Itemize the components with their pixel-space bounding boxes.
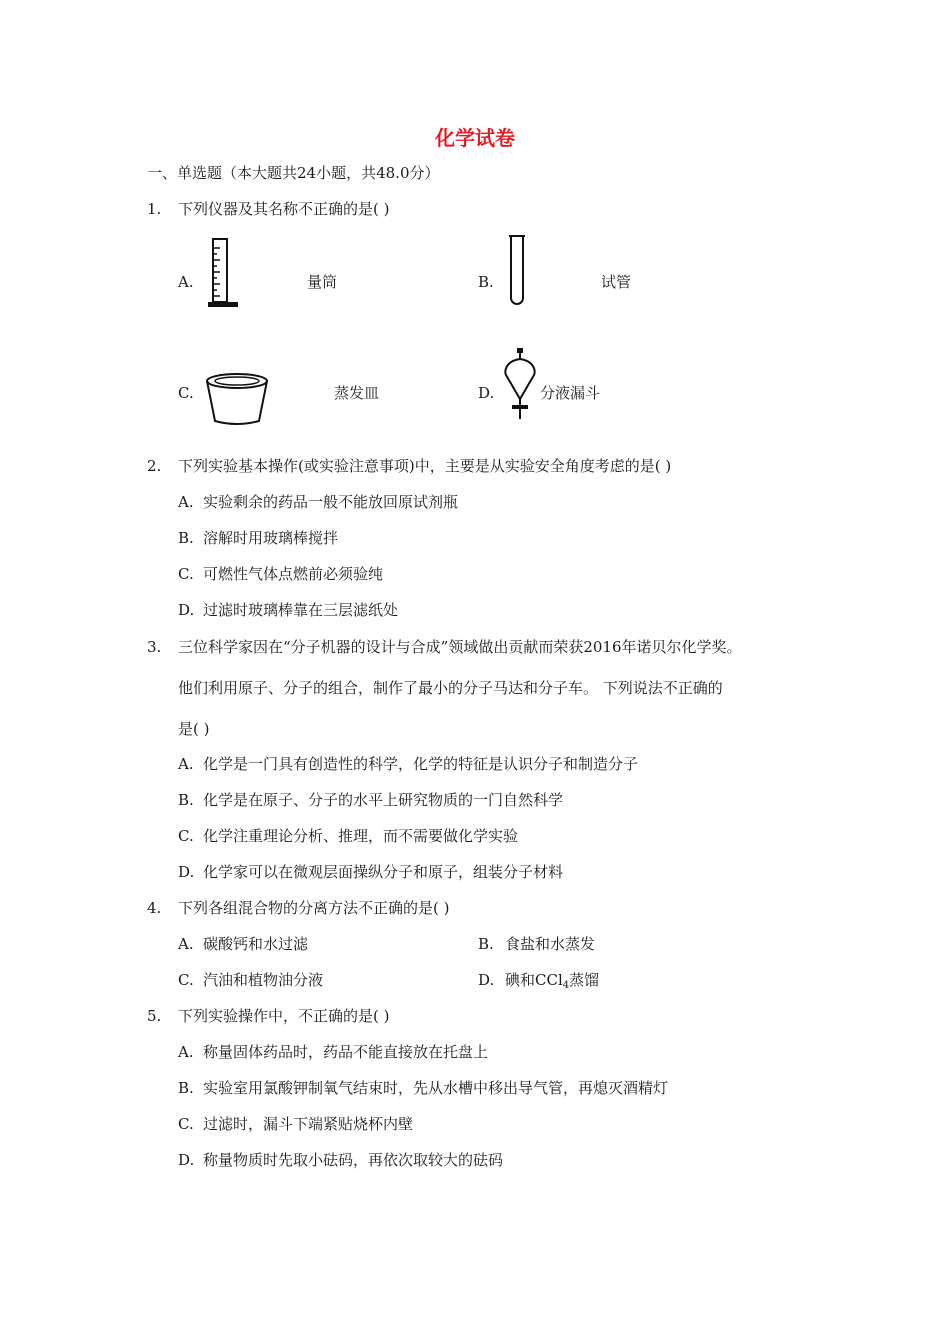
q5-option-a-text: 称量固体药品时，药品不能直接放在托盘上 — [203, 1043, 489, 1061]
q3-option-d-text: 化学家可以在微观层面操纵分子和原子，组装分子材料 — [203, 863, 564, 881]
question-3-text-line3: 是( ) — [178, 720, 210, 738]
question-2-text: 下列实验基本操作(或实验注意事项)中，主要是从实验安全角度考虑的是( ) — [178, 457, 672, 475]
q5-option-b-letter: B. — [178, 1079, 194, 1097]
q1-option-c-label: 蒸发皿 — [334, 384, 380, 402]
q1-option-b-letter: B. — [478, 273, 494, 291]
q2-option-b-letter: B. — [178, 529, 194, 547]
q4-option-a-text: 碳酸钙和水过滤 — [203, 935, 309, 953]
q1-option-d-label: 分液漏斗 — [540, 384, 601, 402]
q1-option-b-label: 试管 — [601, 273, 632, 291]
q3-option-c-letter: C. — [178, 827, 194, 845]
question-3-text-line1: 三位科学家因在“分子机器的设计与合成”领域做出贡献而荣获2016年诺贝尔化学奖。 — [178, 638, 742, 656]
q4-option-b-letter: B. — [478, 935, 494, 953]
q2-option-a-letter: A. — [178, 493, 194, 511]
q3-option-c-text: 化学注重理论分析、推理，而不需要做化学实验 — [203, 827, 519, 845]
q2-option-c-letter: C. — [178, 565, 194, 583]
q3-option-b-letter: B. — [178, 791, 194, 809]
q4-option-a-letter: A. — [178, 935, 194, 953]
question-3-number: 3. — [147, 638, 162, 656]
q5-option-c-letter: C. — [178, 1115, 194, 1133]
question-5-number: 5. — [147, 1007, 162, 1025]
q2-option-d-letter: D. — [178, 601, 195, 619]
q2-option-a-text: 实验剩余的药品一般不能放回原试剂瓶 — [203, 493, 459, 511]
q3-option-b-text: 化学是在原子、分子的水平上研究物质的一门自然科学 — [203, 791, 564, 809]
q2-option-b-text: 溶解时用玻璃棒搅拌 — [203, 529, 339, 547]
question-1-text: 下列仪器及其名称不正确的是( ) — [178, 200, 390, 218]
q2-option-d-text: 过滤时玻璃棒靠在三层滤纸处 — [203, 601, 399, 619]
q5-option-d-text: 称量物质时先取小砝码，再依次取较大的砝码 — [203, 1151, 504, 1169]
separatory-funnel-icon — [500, 347, 540, 421]
question-4-number: 4. — [147, 899, 162, 917]
question-3-text-line2: 他们利用原子、分子的组合，制作了最小的分子马达和分子车。 下列说法不正确的 — [178, 679, 723, 697]
q4-option-d-text: 碘和CCl$_4$蒸馏 — [505, 971, 600, 991]
question-1-number: 1. — [147, 200, 162, 218]
q3-option-a-letter: A. — [178, 755, 194, 773]
q5-option-d-letter: D. — [178, 1151, 195, 1169]
q3-option-a-text: 化学是一门具有创造性的科学，化学的特征是认识分子和制造分子 — [203, 755, 639, 773]
q4-option-c-text: 汽油和植物油分液 — [203, 971, 324, 989]
section-heading: 一、单选题（本大题共24小题，共48.0分） — [147, 164, 440, 182]
q1-option-d-letter: D. — [478, 384, 495, 402]
q5-option-b-text: 实验室用氯酸钾制氧气结束时，先从水槽中移出导气管，再熄灭酒精灯 — [203, 1079, 669, 1097]
q3-option-d-letter: D. — [178, 863, 195, 881]
question-4-text: 下列各组混合物的分离方法不正确的是( ) — [178, 899, 450, 917]
q2-option-c-text: 可燃性气体点燃前必须验纯 — [203, 565, 384, 583]
q1-option-a-letter: A. — [178, 273, 194, 291]
q5-option-a-letter: A. — [178, 1043, 194, 1061]
q4-option-d-letter: D. — [478, 971, 495, 989]
question-5-text: 下列实验操作中，不正确的是( ) — [178, 1007, 390, 1025]
q4-option-c-letter: C. — [178, 971, 194, 989]
q1-option-a-label: 量筒 — [307, 273, 338, 291]
q1-option-c-letter: C. — [178, 384, 194, 402]
question-2-number: 2. — [147, 457, 162, 475]
page-title: 化学试卷 — [435, 126, 515, 150]
crucible-icon — [202, 371, 272, 427]
q4-option-b-text: 食盐和水蒸发 — [505, 935, 596, 953]
q5-option-c-text: 过滤时，漏斗下端紧贴烧杯内壁 — [203, 1115, 414, 1133]
graduated-cylinder-icon — [204, 236, 240, 312]
test-tube-icon — [505, 234, 529, 310]
